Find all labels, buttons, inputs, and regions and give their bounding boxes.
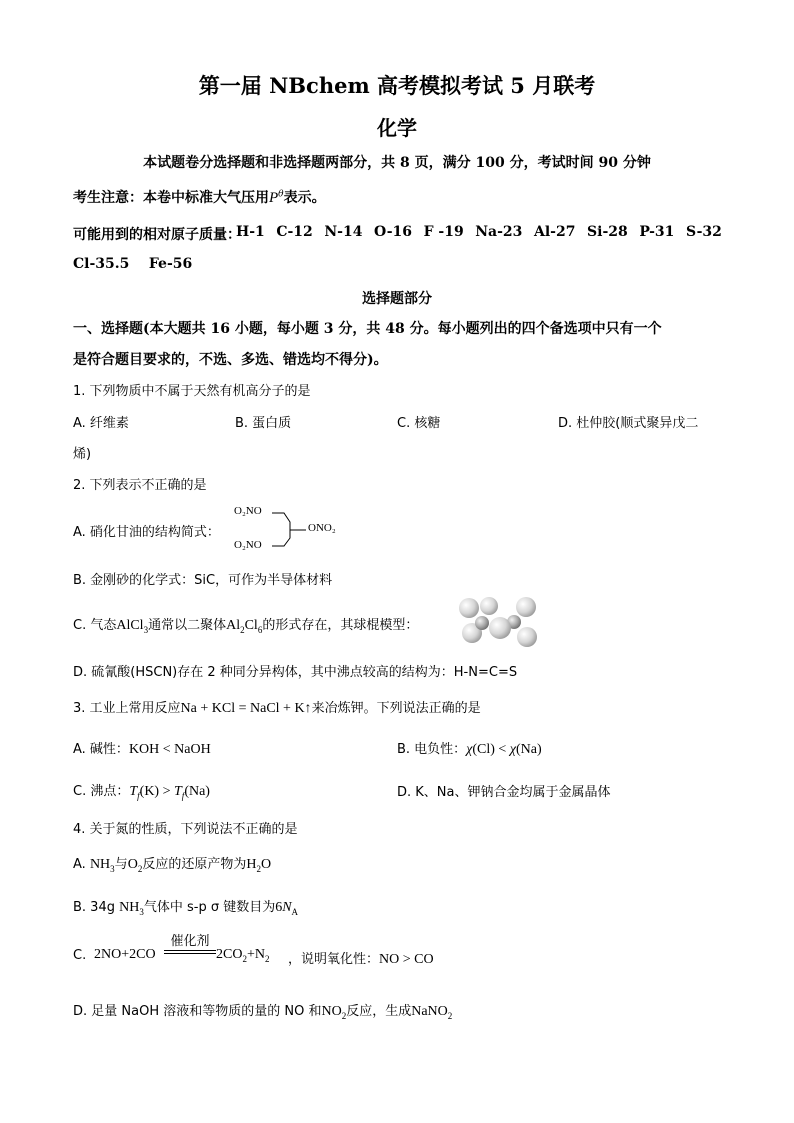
atomic-mass-line1 — [236, 224, 722, 240]
q4-option-d — [73, 1000, 452, 1021]
formula-text: O — [127, 857, 138, 872]
q4-c-text: ，说明氧化性： — [288, 952, 380, 967]
q4-c-post — [288, 948, 434, 968]
formula-h2o — [246, 857, 271, 872]
double-line — [164, 950, 216, 954]
notice-suffix: 表示。 — [283, 190, 326, 206]
instructions: 本试题卷分选择题和非选择题两部分，共 8 页，满分 100 分，考试时间 90 分钟 — [143, 155, 651, 171]
q2-option-b: B. 金刚砂的化学式：SiC，可作为半导体材料 — [73, 573, 333, 588]
atomic-mass-item: P-31 — [639, 224, 675, 240]
q3-b-label: B. 电负性： — [397, 742, 467, 757]
q3-b-expression — [466, 742, 541, 757]
formula-text: H — [246, 857, 257, 872]
q3-a-label: A. 碱性： — [73, 742, 129, 757]
formula-sub: 2 — [447, 1010, 453, 1021]
q4-c-rhs — [216, 947, 269, 964]
q1-option-d: D. 杜仲胶(顺式聚异戊二 — [558, 416, 699, 431]
formula-text: 2CO — [216, 947, 243, 962]
avogadro-sub: A — [291, 906, 299, 917]
q2-option-c — [73, 614, 418, 635]
q3-stem — [73, 697, 481, 717]
formula-text: Cl — [244, 618, 258, 633]
catalyst-equals — [164, 930, 216, 954]
q1-option-b: B. 蛋白质 — [235, 416, 292, 431]
formula-text: NH — [89, 857, 111, 872]
q1-option-c: C. 核糖 — [397, 416, 441, 431]
q3-equation: Na + KCl = NaCl + K↑ — [180, 701, 312, 716]
mol-label-ono2: ONO₂ — [308, 522, 336, 534]
atomic-mass-item: H-1 — [236, 224, 265, 240]
atomic-mass-item: O-16 — [374, 224, 413, 240]
q4-b-label: B. 34g — [73, 900, 120, 915]
formula-al2cl6 — [226, 618, 262, 633]
formula-sub: 6 — [257, 624, 263, 635]
formula-nh3 — [90, 857, 115, 872]
formula-text: NO — [321, 1004, 342, 1019]
formula-text: AlCl — [116, 618, 144, 633]
q3-c-expression — [129, 784, 210, 799]
notice-line — [73, 187, 326, 207]
formula-text: +N — [246, 947, 265, 962]
q4-a-text: 反应的还原产物为 — [142, 857, 247, 872]
cl-atom-ball — [516, 597, 536, 617]
formula-sub: 2 — [264, 953, 270, 964]
chi-symbol: χ — [466, 742, 473, 757]
temp-sub: f — [181, 790, 185, 801]
q2-c-suffix: 的形式存在，其球棍模型： — [262, 618, 419, 633]
expr-part: (Na) — [184, 784, 210, 799]
q2-option-a: A. 硝化甘油的结构简式： — [73, 525, 220, 540]
q1-option-a: A. 纤维素 — [73, 416, 129, 431]
atomic-mass-item: Na-23 — [475, 224, 523, 240]
q3-stem-prefix: 3. 工业上常用反应 — [73, 701, 181, 716]
avogadro-expression — [275, 900, 298, 915]
formula-sub: 2 — [341, 1010, 347, 1021]
catalyst-label: 催化剂 — [170, 934, 210, 949]
atomic-mass-item: C-12 — [276, 224, 313, 240]
formula-text: O — [260, 857, 272, 872]
atomic-mass-item: F -19 — [423, 224, 464, 240]
exam-title: 第一届 NBchem 高考模拟考试 5 月联考 — [198, 73, 596, 98]
subject-title: 化学 — [377, 116, 417, 140]
q4-a-text: 与 — [114, 857, 128, 872]
q2-c-middle: 通常以二聚体 — [148, 618, 227, 633]
q4-option-b — [73, 896, 298, 917]
coefficient: 6 — [275, 900, 283, 915]
q2-c-prefix: C. 气态 — [73, 618, 117, 633]
q3-option-a — [73, 738, 211, 758]
notice-symbol: P — [269, 190, 279, 206]
q1-option-d-continued: 烯) — [73, 447, 92, 462]
q3-option-c — [73, 780, 210, 801]
q4-c-lhs: 2NO+2CO — [94, 947, 156, 962]
formula-sub: 2 — [240, 624, 245, 635]
formula-sub: 2 — [137, 863, 143, 874]
formula-text: NaNO — [411, 1004, 448, 1019]
q2-stem: 2. 下列表示不正确的是 — [73, 478, 207, 493]
ball-stick-svg — [456, 595, 542, 651]
q3-option-d: D. K、Na、钾钠合金均属于金属晶体 — [397, 785, 611, 800]
q3-c-label: C. 沸点： — [73, 784, 130, 799]
q4-stem: 4. 关于氮的性质，下列说法不正确的是 — [73, 822, 298, 837]
cl-atom-ball — [517, 627, 537, 647]
atomic-mass-line2 — [73, 256, 192, 272]
q2-option-d: D. 硫氰酸(HSCN)存在 2 种同分异构体，其中沸点较高的结构为：H-N=C=S — [73, 665, 518, 680]
cl-atom-ball — [489, 617, 511, 639]
formula-sub: 3 — [139, 906, 144, 917]
section-heading-line1: 一、选择题(本大题共 16 小题，每小题 3 分，共 48 分。每小题列出的四个备选项中只有一个 — [73, 321, 662, 337]
al-atom-ball — [475, 616, 489, 630]
atomic-mass-item: Cl-35.5 — [73, 256, 130, 272]
expr-part: (K) > — [139, 784, 174, 799]
formula-nano2 — [411, 1004, 452, 1019]
q3-a-expression: KOH < NaOH — [128, 742, 211, 757]
expr-part: (Cl) < — [472, 742, 510, 757]
q3-option-b — [397, 738, 542, 758]
q4-b-text: 气体中 s-p σ 键数目为 — [143, 900, 276, 915]
q4-c-oxidation: NO > CO — [379, 952, 434, 967]
formula-no2 — [321, 1004, 346, 1019]
avogadro-symbol: N — [282, 900, 292, 915]
temp-symbol: T — [174, 784, 182, 799]
cl-atom-ball — [480, 597, 498, 615]
q3-stem-suffix: 来冶炼钾。下列说法正确的是 — [311, 701, 481, 716]
nitroglycerin-structure — [234, 500, 354, 556]
formula-sub: 2 — [242, 953, 247, 964]
mol-label-o2no-bottom: O₂NO — [234, 539, 262, 551]
formula-alcl3 — [116, 618, 148, 633]
temp-symbol: T — [129, 784, 138, 799]
notice-symbol-sup: θ — [278, 189, 284, 200]
section-heading-line2: 是符合题目要求的，不选、多选、错选均不得分)。 — [73, 352, 388, 368]
atomic-mass-item: Fe-56 — [148, 256, 193, 272]
atomic-mass-label: 可能用到的相对原子质量： — [73, 227, 241, 243]
atomic-mass-item: Si-28 — [587, 224, 628, 240]
q4-option-a — [73, 853, 271, 874]
notice-prefix: 考生注意：本卷中标准大气压用 — [73, 190, 269, 206]
formula-sub: 3 — [143, 624, 149, 635]
q4-a-label: A. — [73, 857, 90, 872]
formula-nh3 — [119, 900, 144, 915]
expr-part: (Na) — [515, 742, 542, 757]
cl-atom-ball — [459, 598, 479, 618]
atomic-mass-item: N-14 — [324, 224, 363, 240]
q4-d-text: 反应，生成 — [346, 1004, 412, 1019]
formula-sub: 2 — [256, 863, 261, 874]
mol-label-o2no-top: O₂NO — [234, 505, 262, 517]
q1-stem: 1. 下列物质中不属于天然有机高分子的是 — [73, 384, 311, 399]
q4-d-text: D. 足量 NaOH 溶液和等物质的量的 NO 和 — [73, 1004, 322, 1019]
atomic-mass-item: S-32 — [685, 224, 722, 240]
formula-o2 — [128, 857, 143, 872]
al2cl6-ball-stick-model — [456, 595, 542, 651]
chi-symbol: χ — [509, 742, 516, 757]
atomic-mass-item: Al-27 — [533, 224, 576, 240]
formula-text: NH — [119, 900, 140, 915]
section-title: 选择题部分 — [362, 291, 432, 307]
q4-option-c-label: C. — [73, 948, 87, 963]
formula-text: Al — [226, 618, 241, 633]
formula-sub: 3 — [110, 863, 115, 874]
temp-sub: f — [137, 790, 140, 801]
